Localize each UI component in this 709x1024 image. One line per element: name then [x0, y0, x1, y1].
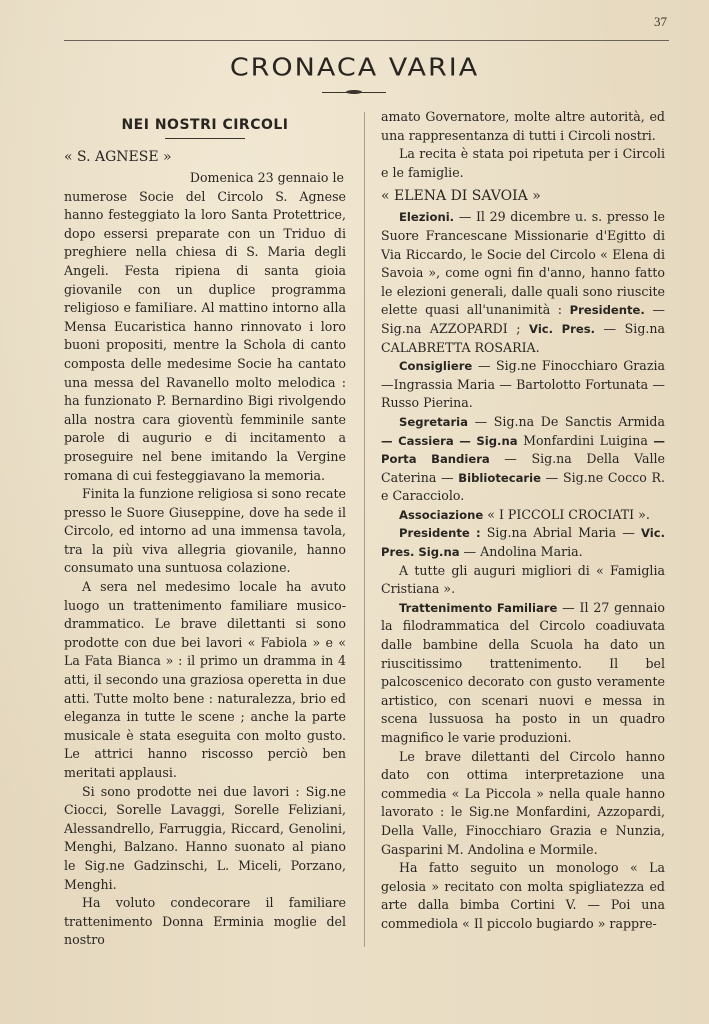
paragraph: Ha fatto seguito un monologo « La gelosia » recitato con molta spigliatezza ed arte dalla bimba Cortini V. — Poi una commediola « Il piccolo bugiardo » rappre- — [381, 860, 665, 931]
text-presidente-2: Sig.na Abrial Maria — — [486, 525, 635, 541]
section-title: NEI NOSTRI CIRCOLI — [121, 117, 289, 133]
text-vic-pres: — Sig.na CALABRETTA ROSARIA. — [381, 320, 665, 355]
text-trattenimento: — Il 27 gennaio la filodrammatica del Circolo coadiuvata dalle bambine della Scuola ha dato un riuscitissimo trattenimento. Il bel palcoscenico decorato con gusto veramente artistico, con scenari nuovi e messa in scena lussuosa ha posto in un quadro magnifico le varie produzioni. — [381, 599, 665, 745]
top-rule — [64, 40, 669, 41]
text-consigliere: — Sig.ne Finocchiaro Grazia —Ingrassia Maria — Bartolotto Fortunata — Russo Pierina. — [381, 358, 665, 411]
label-bibliotecarie: Bibliotecarie — [458, 470, 541, 485]
paragraph-segretaria — [381, 413, 665, 506]
label-associazione: Associazione — [399, 507, 484, 522]
subsection-title-s-agnese: « S. AGNESE » — [64, 149, 172, 165]
paragraph: amato Governatore, molte altre autorità, ed una rappresentanza di tutti i Circoli nostri. — [381, 109, 665, 143]
text-segretaria: — Sig.na De Sanctis Armida — [474, 413, 665, 429]
paragraph: Si sono prodotte nei due lavori : Sig.ne Ciocci, Sorelle Lavaggi, Sorelle Feliziani, Alessandrello, Farruggia, Riccard, Genolini, Menghi, Balzano. Hanno suonato al piano le Sig.ne Gadzinschi, L. Miceli, Porzano, Menghi. — [64, 783, 346, 892]
paragraph: Le brave dilettanti del Circolo hanno dato con ottima interpretazione una commedia « La Piccola » nella quale hanno lavorato : le Sig.ne Monfardini, Azzopardi, Della Valle, Finocchiaro Grazia e Nunzia, Gasparini M. Andolina e Mormile. — [381, 748, 665, 857]
label-porta-bandiera: — Porta Bandiera — [381, 433, 665, 467]
paragraph: La recita è stata poi ripetuta per i Circoli e le famiglie. — [381, 146, 665, 180]
text-porta-bandiera: — Sig.na Della Valle Caterina — — [381, 451, 665, 485]
paragraph-elezioni — [381, 208, 665, 357]
paragraph: numerose Socie del Circolo S. Agnese hanno festeggiato la loro Santa Protettrice, dopo essersi preparate con un Triduo di preghiere nella chiesa di S. Maria degli Angeli. Festa ripiena di santa gioia giovanile con un duplice programma religioso e famiIiare. Al mattino intorno alla Mensa Eucaristica hanno rinnovato i loro buoni propositi, mentre la Schola di canto composta delle medesime Socie ha cantato una messa del Ravanello molto melodica : ha funzionato P. Bernardino Bigi rivolgendo alla nostra cara gioventù femminile sante parole di augurio e di incitamento a proseguire nel bene imitando la Vergine romana di cui festeggiavano la memoria. — [64, 188, 346, 483]
text-vic-pres-2: — Andolina Maria. — [463, 544, 583, 560]
label-consigliere: Consigliere — [399, 359, 473, 374]
label-presidente: Presidente. — [569, 303, 645, 318]
subsection-title-elena-di-savoia: « ELENA DI SAVOIA » — [381, 188, 541, 205]
paragraph: Ha voluto condecorare il familiare trattenimento Donna Erminia moglie del nostro — [64, 895, 346, 948]
page-number: 37 — [654, 14, 667, 29]
date-line: Domenica 23 gennaio le — [189, 170, 344, 185]
paragraph-consigliere — [381, 357, 665, 413]
label-cassiera: — Cassiera — Sig.na — [381, 433, 518, 448]
text-presidente: — Sig.na AZZOPARDI ; — [381, 302, 665, 336]
label-trattenimento: Trattenimento Familiare — [399, 600, 558, 615]
left-column — [64, 110, 346, 950]
paragraph-presidente-crociati — [381, 524, 665, 561]
label-segretaria: Segretaria — [399, 414, 468, 429]
right-column — [381, 108, 665, 934]
paragraph: A sera nel medesimo locale ha avuto luogo un trattenimento familiare musico-drammatico. Le brave dilettanti si sono prodotte con due bei lavori « Fabiola » e « La Fata Bianca » : il primo un dramma in 4 atti, il secondo una graziosa operetta in due atti. Tutte molto bene : naturalezza, brio ed eleganza in tutte le scene ; anche la parte musicale è stata eseguita con molto gusto. Le attrici hanno riscosso perciò ben meritati applausi. — [64, 579, 346, 780]
paragraph-trattenimento — [381, 599, 665, 748]
column-divider — [364, 112, 365, 947]
section-rule — [165, 138, 245, 139]
paragraph-associazione — [381, 506, 665, 525]
text-cassiera: Monfardini Luigina — [523, 432, 648, 448]
text-associazione: « I PICCOLI CROCIATI ». — [487, 506, 650, 522]
page-title: CRONACA VARIA — [229, 53, 480, 82]
label-presidente-2: Presidente : — [399, 526, 481, 541]
label-elezioni: Elezioni. — [399, 210, 455, 225]
text-bibliotecarie: — Sig.ne Cocco R. e Caracciolo. — [381, 469, 665, 504]
paragraph: A tutte gli auguri migliori di « Famiglia Cristiana ». — [381, 562, 665, 597]
label-vic-pres-2: Vic. Pres. Sig.na — [381, 526, 665, 560]
label-vic-pres: Vic. Pres. — [529, 321, 596, 336]
title-ornament — [322, 92, 386, 96]
paragraph: Finita la funzione religiosa si sono recate presso le Suore Giuseppine, dove ha sede il Circolo, ed intorno ad una immensa tavola, tra la più viva allegria giovanile, hanno consumato una suntuosa colazione. — [64, 486, 346, 576]
text-elezioni: — Il 29 dicembre u. s. presso le Suore Francescane Missionarie d'Egitto di Via Riccardo, le Socie del Circolo « Elena di Savoia », come ogni fin d'anno, hanno fatto le elezioni generali, dalle quali sono riuscite elette quasi all'unanimità : — [381, 209, 665, 318]
